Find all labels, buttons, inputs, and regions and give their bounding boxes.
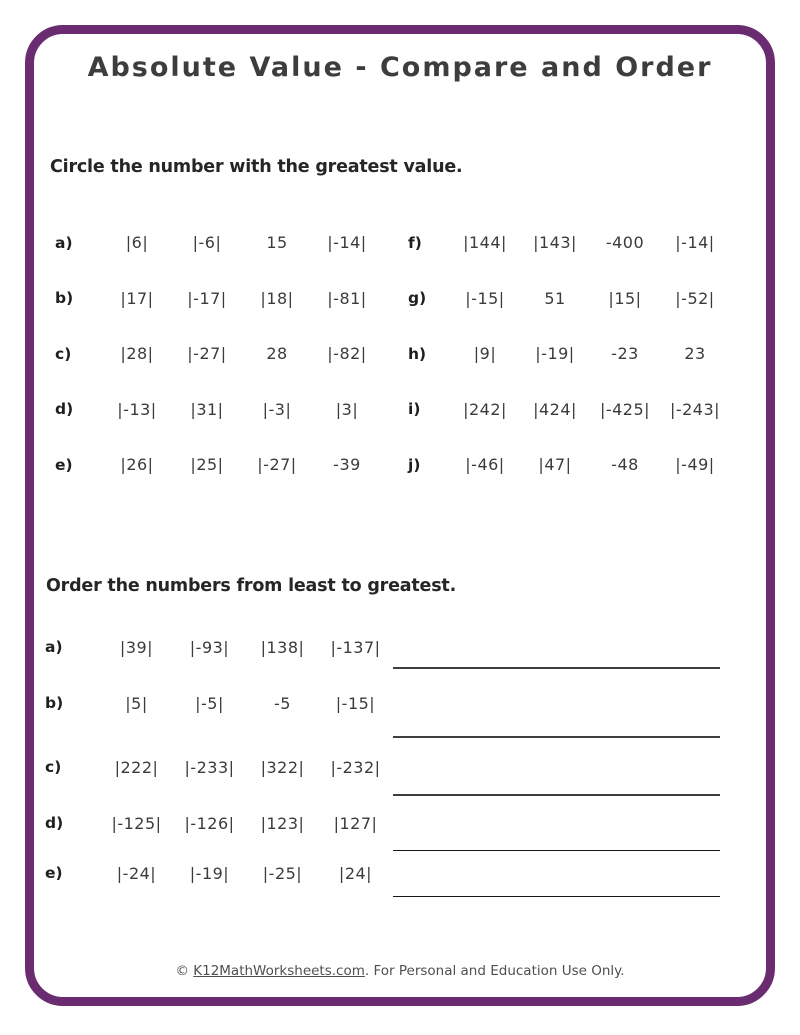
row-label: f) <box>408 233 422 252</box>
footer-copyright <box>0 963 800 979</box>
row-label: c) <box>45 758 62 776</box>
value-cell: |39| <box>119 637 154 657</box>
value-cell: |15| <box>608 288 642 308</box>
footer-prefix: © <box>175 963 194 979</box>
value-cell: -48 <box>611 455 639 475</box>
value-cell: |24| <box>338 863 373 883</box>
value-cell: 23 <box>684 344 706 364</box>
order-row <box>45 860 392 886</box>
value-cell: |138| <box>260 637 305 657</box>
problem-row <box>55 326 382 382</box>
value-cell: |-243| <box>669 399 721 419</box>
section1-heading: Circle the number with the greatest value. <box>50 157 463 177</box>
value-cell: |-15| <box>465 288 505 308</box>
order-row <box>45 634 392 660</box>
problem-row <box>408 326 730 382</box>
value-cell: |-17| <box>187 288 227 308</box>
value-cell: |-82| <box>327 344 367 364</box>
problem-row <box>408 382 730 438</box>
value-cell: |144| <box>463 233 507 253</box>
answer-blank-line <box>393 850 720 851</box>
value-cell: |31| <box>190 399 224 419</box>
value-cell: |-93| <box>189 637 230 657</box>
footer-site-link[interactable]: K12MathWorksheets.com <box>193 963 365 979</box>
value-cell: |-6| <box>192 233 222 253</box>
value-cell: |9| <box>473 344 497 364</box>
value-cell: |-126| <box>184 813 235 833</box>
value-cell: -400 <box>605 233 645 253</box>
row-label: a) <box>45 638 63 656</box>
value-cell: |-137| <box>330 637 381 657</box>
value-cell: |-233| <box>184 757 235 777</box>
value-cell: |-125| <box>111 813 162 833</box>
answer-blank-line <box>393 736 720 738</box>
value-cell: |-3| <box>262 399 292 419</box>
value-cell: |-5| <box>195 693 224 713</box>
value-cell: |127| <box>333 813 378 833</box>
value-cell: -39 <box>333 455 361 475</box>
value-cell: |242| <box>463 399 507 419</box>
row-label: e) <box>55 455 73 474</box>
value-cell: |28| <box>120 344 154 364</box>
value-cell: |222| <box>114 757 159 777</box>
value-cell: |-232| <box>330 757 381 777</box>
value-cell: |18| <box>260 288 294 308</box>
answer-blank-line <box>393 794 720 796</box>
value-cell: |6| <box>125 233 149 253</box>
problem-row <box>408 215 730 271</box>
problem-row <box>55 215 382 271</box>
page-title: Absolute Value - Compare and Order <box>87 52 713 83</box>
value-cell: |-19| <box>189 863 230 883</box>
row-label: b) <box>55 289 74 308</box>
order-row <box>45 754 392 780</box>
value-cell: |3| <box>335 399 359 419</box>
value-cell: |25| <box>190 455 224 475</box>
value-cell: |-24| <box>116 863 157 883</box>
row-label: d) <box>45 814 64 832</box>
problem-row <box>408 437 730 493</box>
row-label: b) <box>45 694 64 712</box>
value-cell: 28 <box>266 344 288 364</box>
section1-right-column <box>408 215 730 493</box>
value-cell: |143| <box>533 233 577 253</box>
value-cell: |47| <box>538 455 572 475</box>
value-cell: |-425| <box>599 399 651 419</box>
section1-left-column <box>55 215 382 493</box>
row-label: h) <box>408 344 427 363</box>
value-cell: |17| <box>120 288 154 308</box>
value-cell: 15 <box>266 233 288 253</box>
row-label: a) <box>55 233 73 252</box>
value-cell: |-25| <box>262 863 303 883</box>
problem-row <box>55 271 382 327</box>
row-label: d) <box>55 400 74 419</box>
row-label: g) <box>408 289 427 308</box>
answer-blank-line <box>393 667 720 669</box>
value-cell: -5 <box>274 693 291 713</box>
row-label: e) <box>45 864 63 882</box>
value-cell: |-52| <box>675 288 715 308</box>
value-cell: |424| <box>533 399 577 419</box>
value-cell: |-19| <box>535 344 575 364</box>
value-cell: |-14| <box>327 233 367 253</box>
order-row <box>45 690 392 716</box>
problem-row <box>55 437 382 493</box>
value-cell: |-81| <box>327 288 367 308</box>
value-cell: |-14| <box>675 233 715 253</box>
row-label: j) <box>408 455 421 474</box>
value-cell: |-15| <box>335 693 376 713</box>
answer-blank-line <box>393 896 720 897</box>
footer-suffix: . For Personal and Education Use Only. <box>364 963 625 979</box>
order-row <box>45 810 392 836</box>
value-cell: |5| <box>125 693 148 713</box>
value-cell: |123| <box>260 813 305 833</box>
value-cell: |-27| <box>187 344 227 364</box>
value-cell: |-13| <box>117 399 157 419</box>
problem-row <box>408 271 730 327</box>
value-cell: |-49| <box>675 455 715 475</box>
row-label: i) <box>408 400 421 419</box>
value-cell: |322| <box>260 757 305 777</box>
value-cell: |26| <box>120 455 154 475</box>
value-cell: -23 <box>611 344 639 364</box>
value-cell: |-46| <box>465 455 505 475</box>
row-label: c) <box>55 344 72 363</box>
value-cell: 51 <box>544 288 566 308</box>
section2-heading: Order the numbers from least to greatest. <box>46 576 457 596</box>
problem-row <box>55 382 382 438</box>
value-cell: |-27| <box>257 455 297 475</box>
